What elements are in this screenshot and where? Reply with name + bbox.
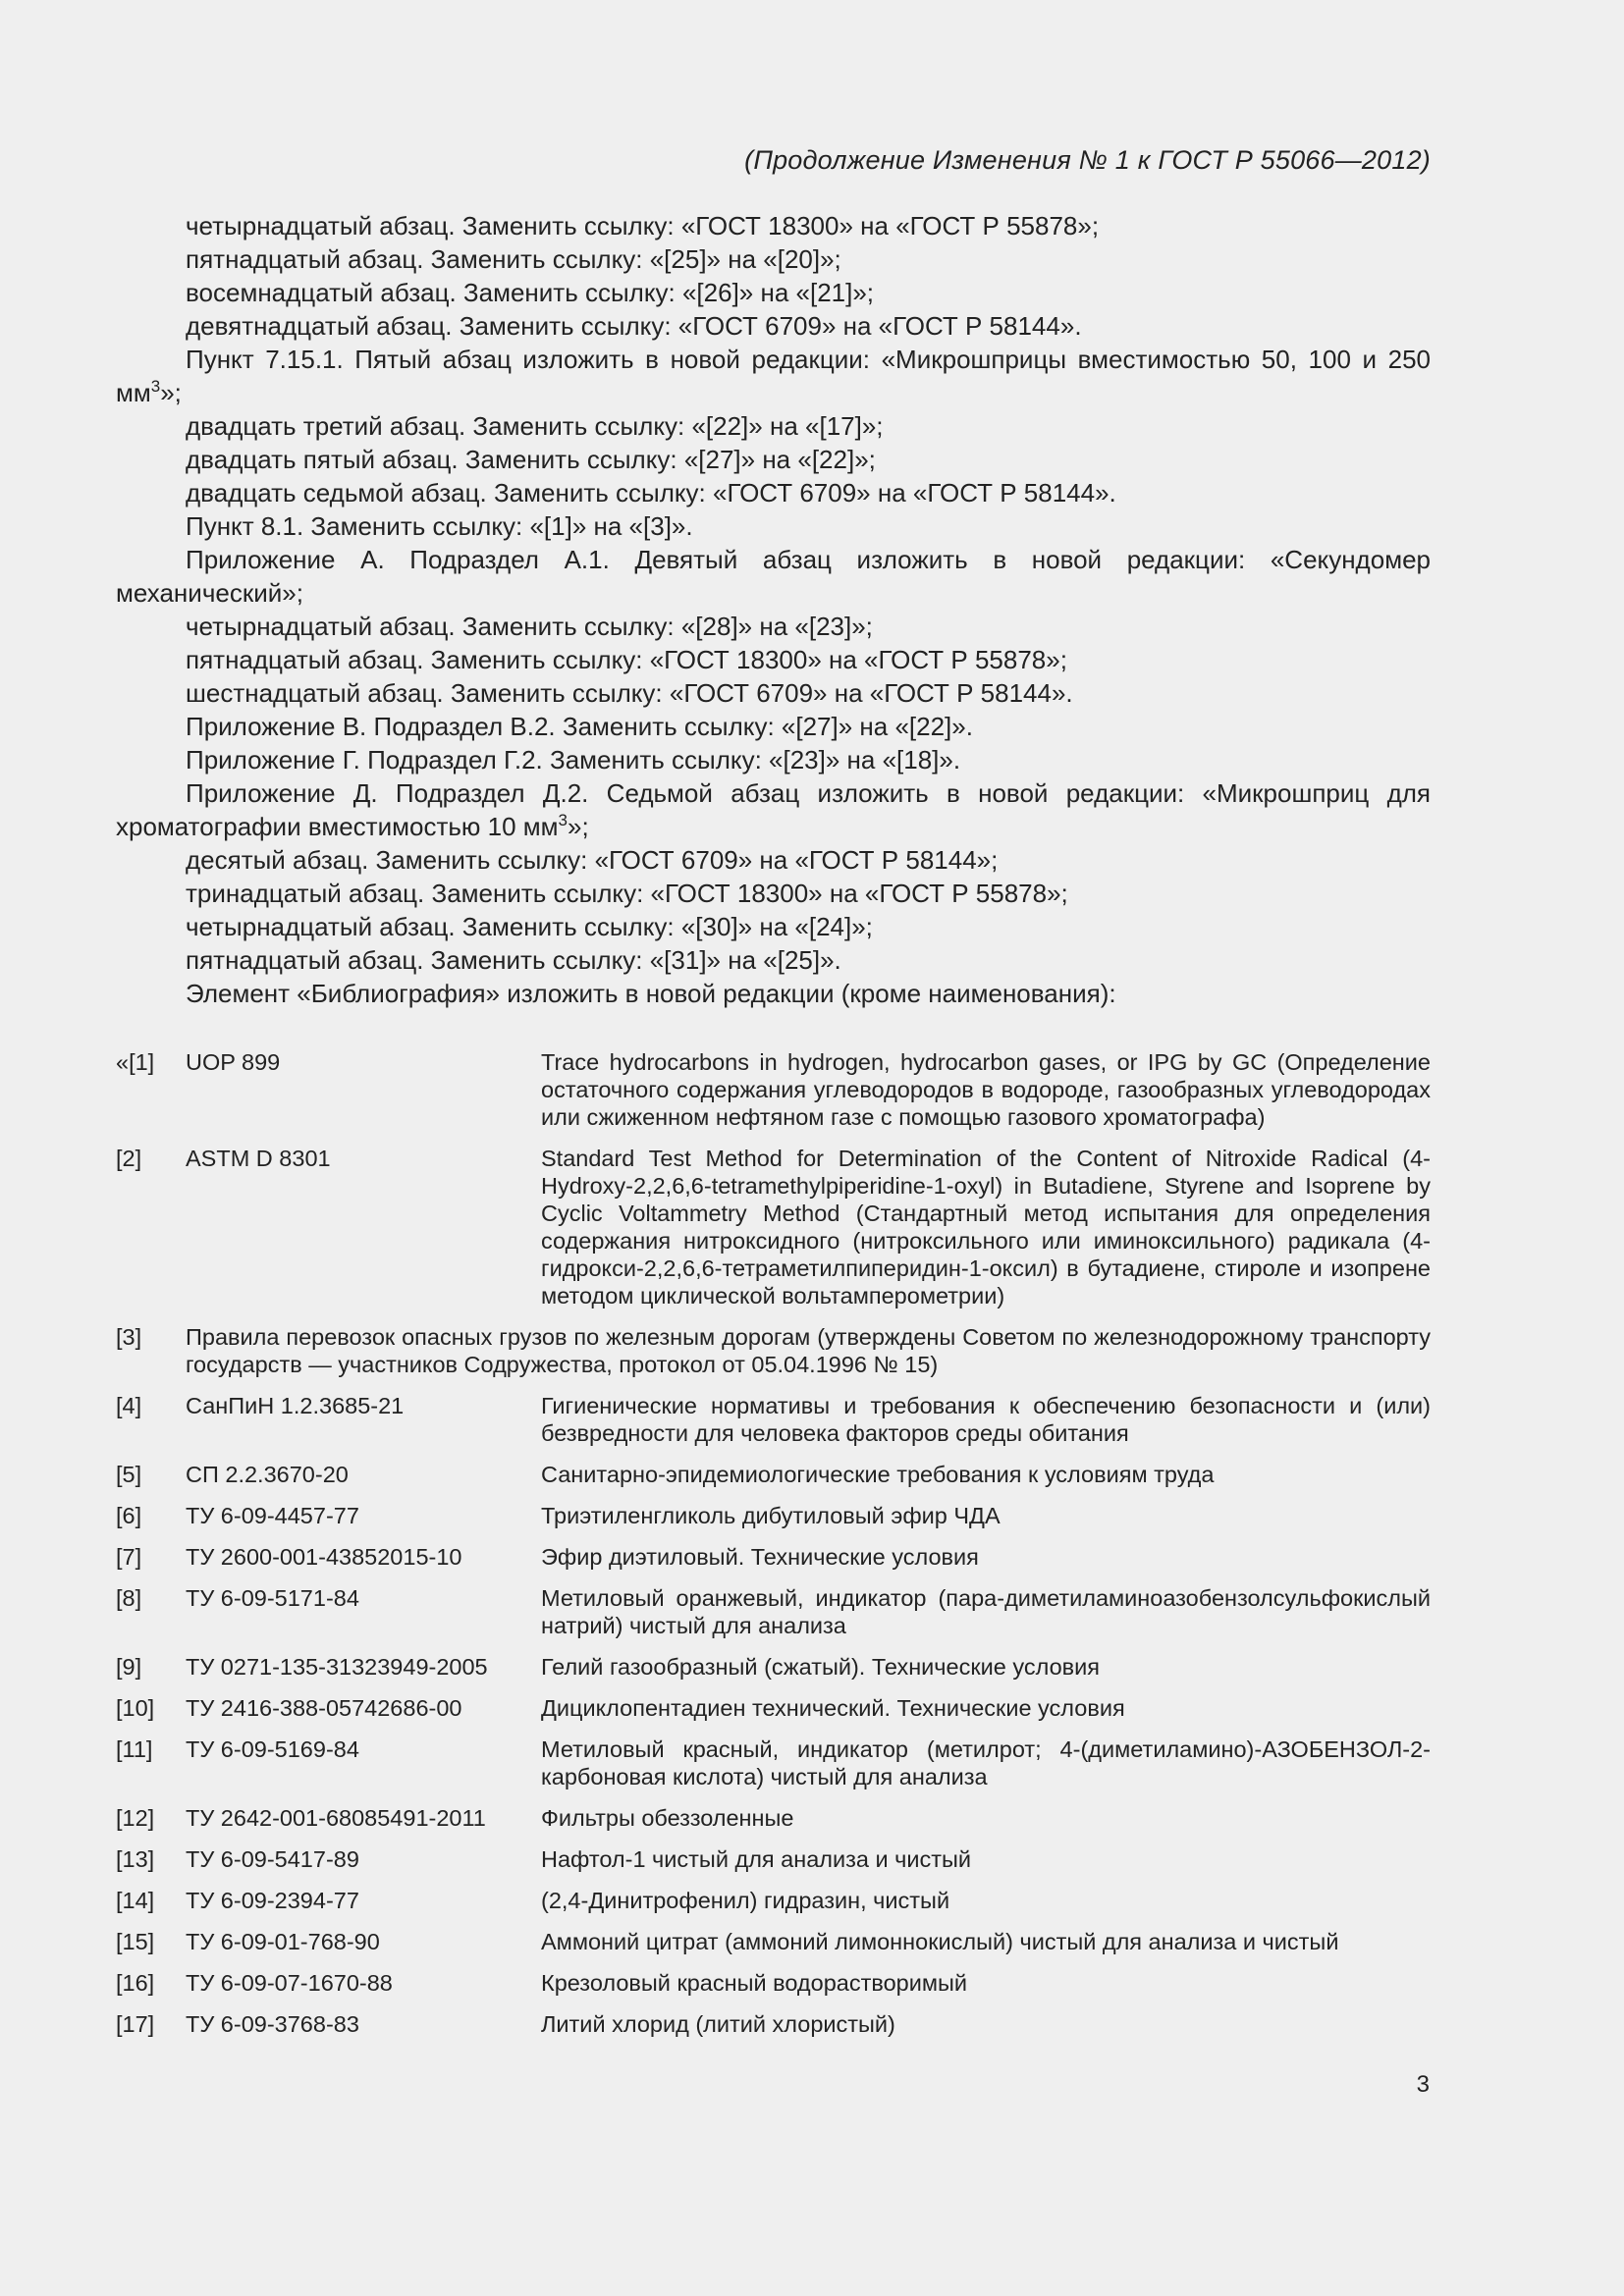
bibliography-entry [116, 1502, 1431, 1529]
amendment-paragraph [116, 409, 1431, 443]
bibliography-entry [116, 1392, 1431, 1447]
paragraph-tail: »; [568, 812, 589, 841]
bibliography-entry [116, 1653, 1431, 1681]
entry-description: Эфир диэтиловый. Технические условия [541, 1544, 979, 1570]
bibliography-entry [116, 2010, 1431, 2038]
entry-number: [2] [116, 1146, 142, 1171]
entry-description: Литий хлорид (литий хлористый) [541, 2011, 895, 2037]
amendment-paragraph [116, 910, 1431, 943]
entry-number: [4] [116, 1393, 142, 1418]
entry-number: [7] [116, 1544, 142, 1570]
entry-document-code: СанПиН 1.2.3685-21 [186, 1393, 405, 1418]
amendment-paragraph [116, 977, 1431, 1010]
amendment-paragraph [116, 509, 1431, 543]
page-header: (Продолжение Изменения № 1 к ГОСТ Р 55066—2012) [744, 145, 1431, 175]
paragraph-text: четырнадцатый абзац. Заменить ссылку: «[30]» на «[24]»; [186, 912, 873, 941]
paragraph-text: пятнадцатый абзац. Заменить ссылку: «[25]» на «[20]»; [186, 244, 841, 274]
entry-document-code: ТУ 6-09-5171-84 [186, 1585, 359, 1611]
entry-description: Санитарно-эпидемиологические требования к условиям труда [541, 1462, 1215, 1487]
paragraph-text: Приложение В. Подраздел В.2. Заменить ссылку: «[27]» на «[22]». [186, 712, 973, 741]
entry-number: [11] [116, 1736, 153, 1762]
paragraph-tail: »; [160, 378, 182, 407]
entry-document-code: ТУ 2642-001-68085491-2011 [186, 1805, 486, 1831]
entry-description: Гигиенические нормативы и требования к обеспечению безопасности и (или) безвредности для человека факторов среды обитания [541, 1393, 1431, 1446]
page-number: 3 [1416, 2071, 1430, 2098]
amendment-paragraph [116, 610, 1431, 643]
entry-description: Trace hydrocarbons in hydrogen, hydrocarbon gases, or IPG by GC (Определение остаточного содержания углеводородов в водороде, газообразных углеводородах или сжиженном нефтяном газе с помощью газового хроматографа) [541, 1049, 1431, 1130]
entry-description: Крезоловый красный водорастворимый [541, 1970, 968, 1996]
entry-document-code: ТУ 6-09-5417-89 [186, 1846, 359, 1872]
entry-document-code: ТУ 6-09-3768-83 [186, 2011, 359, 2037]
entry-document-code: ТУ 6-09-07-1670-88 [186, 1970, 393, 1996]
amendment-paragraph [116, 877, 1431, 910]
amendment-paragraph [116, 643, 1431, 676]
entry-document-code: ТУ 2416-388-05742686-00 [186, 1695, 462, 1721]
amendment-paragraph [116, 776, 1431, 843]
paragraph-text: пятнадцатый абзац. Заменить ссылку: «ГОСТ 18300» на «ГОСТ Р 55878»; [186, 645, 1067, 674]
entry-number: [17] [116, 2011, 155, 2037]
entry-description: Гелий газообразный (сжатый). Технические условия [541, 1654, 1100, 1680]
bibliography-entry [116, 1543, 1431, 1571]
entry-document-code: ТУ 6-09-01-768-90 [186, 1929, 380, 1954]
entry-document-code: ASTM D 8301 [186, 1146, 331, 1171]
entry-description: Аммоний цитрат (аммоний лимоннокислый) чистый для анализа и чистый [541, 1929, 1339, 1954]
paragraph-text: Пункт 8.1. Заменить ссылку: «[1]» на «[3]». [186, 511, 693, 541]
bibliography-entry [116, 1928, 1431, 1955]
entry-number: [16] [116, 1970, 155, 1996]
entry-document-code: ТУ 0271-135-31323949-2005 [186, 1654, 488, 1680]
entry-number: [5] [116, 1462, 142, 1487]
amendment-paragraph [116, 276, 1431, 309]
superscript: 3 [150, 377, 161, 396]
bibliography-entry [116, 1804, 1431, 1832]
entry-number: [10] [116, 1695, 155, 1721]
entry-document-code: ТУ 2600-001-43852015-10 [186, 1544, 462, 1570]
amendment-paragraph [116, 676, 1431, 710]
entry-description: Дициклопентадиен технический. Технические условия [541, 1695, 1125, 1721]
paragraph-text: двадцать седьмой абзац. Заменить ссылку: «ГОСТ 6709» на «ГОСТ Р 58144». [186, 478, 1116, 507]
paragraph-text: Пункт 7.15.1. Пятый абзац изложить в новой редакции: «Микрошприцы вместимостью 50, 100 и 250 мм [116, 345, 1431, 407]
paragraph-text: пятнадцатый абзац. Заменить ссылку: «[31]» на «[25]». [186, 945, 841, 975]
bibliography-entry [116, 1048, 1431, 1131]
paragraph-text: девятнадцатый абзац. Заменить ссылку: «ГОСТ 6709» на «ГОСТ Р 58144». [186, 311, 1082, 341]
entry-document-code: UOP 899 [186, 1049, 281, 1075]
bibliography-entry [116, 1145, 1431, 1309]
paragraph-text: двадцать пятый абзац. Заменить ссылку: «[27]» на «[22]»; [186, 445, 876, 474]
paragraph-text: десятый абзац. Заменить ссылку: «ГОСТ 6709» на «ГОСТ Р 58144»; [186, 845, 999, 875]
entry-description: Метиловый оранжевый, индикатор (пара-диметиламиноазобензолсульфокислый натрий) чистый для анализа [541, 1585, 1431, 1638]
entry-number: [9] [116, 1654, 142, 1680]
paragraph-text: двадцать третий абзац. Заменить ссылку: «[22]» на «[17]»; [186, 411, 884, 441]
bibliography-entry [116, 1694, 1431, 1722]
bibliography-entry [116, 1323, 1431, 1378]
paragraph-text: Приложение Г. Подраздел Г.2. Заменить ссылку: «[23]» на «[18]». [186, 745, 961, 774]
amendment-paragraph [116, 943, 1431, 977]
entry-description: Метиловый красный, индикатор (метилрот; 4-(диметиламино)-АЗОБЕНЗОЛ-2-карбоновая кислота) чистый для анализа [541, 1736, 1431, 1789]
entry-description: Нафтол-1 чистый для анализа и чистый [541, 1846, 972, 1872]
entry-number: [14] [116, 1888, 155, 1913]
entry-number: [3] [116, 1324, 142, 1350]
entry-description: Фильтры обеззоленные [541, 1805, 794, 1831]
entry-document-code: ТУ 6-09-4457-77 [186, 1503, 359, 1528]
paragraph-text: шестнадцатый абзац. Заменить ссылку: «ГОСТ 6709» на «ГОСТ Р 58144». [186, 678, 1073, 708]
bibliography-list [116, 1048, 1431, 2052]
entry-description: Триэтиленгликоль дибутиловый эфир ЧДА [541, 1503, 1001, 1528]
paragraph-text: четырнадцатый абзац. Заменить ссылку: «ГОСТ 18300» на «ГОСТ Р 55878»; [186, 211, 1100, 240]
paragraph-text: восемнадцатый абзац. Заменить ссылку: «[26]» на «[21]»; [186, 278, 875, 307]
amendment-paragraph [116, 443, 1431, 476]
amendment-paragraph [116, 743, 1431, 776]
entry-document-code: СП 2.2.3670-20 [186, 1462, 349, 1487]
bibliography-entry [116, 1969, 1431, 1997]
amendment-paragraph [116, 476, 1431, 509]
bibliography-entry [116, 1887, 1431, 1914]
entry-number: [8] [116, 1585, 142, 1611]
entry-number: «[1] [116, 1049, 155, 1075]
amendment-paragraph [116, 843, 1431, 877]
bibliography-entry [116, 1461, 1431, 1488]
bibliography-entry [116, 1584, 1431, 1639]
amendment-paragraph [116, 710, 1431, 743]
entry-number: [15] [116, 1929, 155, 1954]
entry-number: [13] [116, 1846, 155, 1872]
amendment-text [116, 209, 1431, 1010]
paragraph-text: Приложение А. Подраздел А.1. Девятый абзац изложить в новой редакции: «Секундомер механический»; [116, 545, 1431, 608]
superscript: 3 [558, 811, 568, 829]
amendment-paragraph [116, 242, 1431, 276]
paragraph-text: Приложение Д. Подраздел Д.2. Седьмой абзац изложить в новой редакции: «Микрошприц для хроматографии вместимостью 10 мм [116, 778, 1431, 841]
amendment-paragraph [116, 309, 1431, 343]
amendment-paragraph [116, 343, 1431, 409]
entry-description: (2,4-Динитрофенил) гидразин, чистый [541, 1888, 950, 1913]
bibliography-entry [116, 1735, 1431, 1790]
paragraph-text: тринадцатый абзац. Заменить ссылку: «ГОСТ 18300» на «ГОСТ Р 55878»; [186, 879, 1068, 908]
amendment-paragraph [116, 209, 1431, 242]
amendment-paragraph [116, 543, 1431, 610]
entry-description: Правила перевозок опасных грузов по железным дорогам (утверждены Советом по железнодорожному транспорту государств — участников Содружества, протокол от 05.04.1996 № 15) [186, 1324, 1431, 1377]
paragraph-text: четырнадцатый абзац. Заменить ссылку: «[28]» на «[23]»; [186, 612, 873, 641]
entry-document-code: ТУ 6-09-2394-77 [186, 1888, 359, 1913]
entry-number: [12] [116, 1805, 155, 1831]
paragraph-text: Элемент «Библиография» изложить в новой редакции (кроме наименования): [186, 979, 1116, 1008]
bibliography-entry [116, 1845, 1431, 1873]
entry-description: Standard Test Method for Determination of the Content of Nitroxide Radical (4-Hydroxy-2,2,6,6-tetramethylpiperidine-1-oxyl) in Butadiene, Styrene and Isoprene by Cyclic Voltammetry Method (Стандартный метод испытания для определения содержания нитроксидного (нитроксильного или иминоксильного) радикала (4-гидрокси-2,2,6,6-тетраметилпиперидин-1-оксил) в бутадиене, стироле и изопрене методом циклической вольтамперометрии) [541, 1146, 1431, 1308]
entry-number: [6] [116, 1503, 142, 1528]
entry-document-code: ТУ 6-09-5169-84 [186, 1736, 359, 1762]
